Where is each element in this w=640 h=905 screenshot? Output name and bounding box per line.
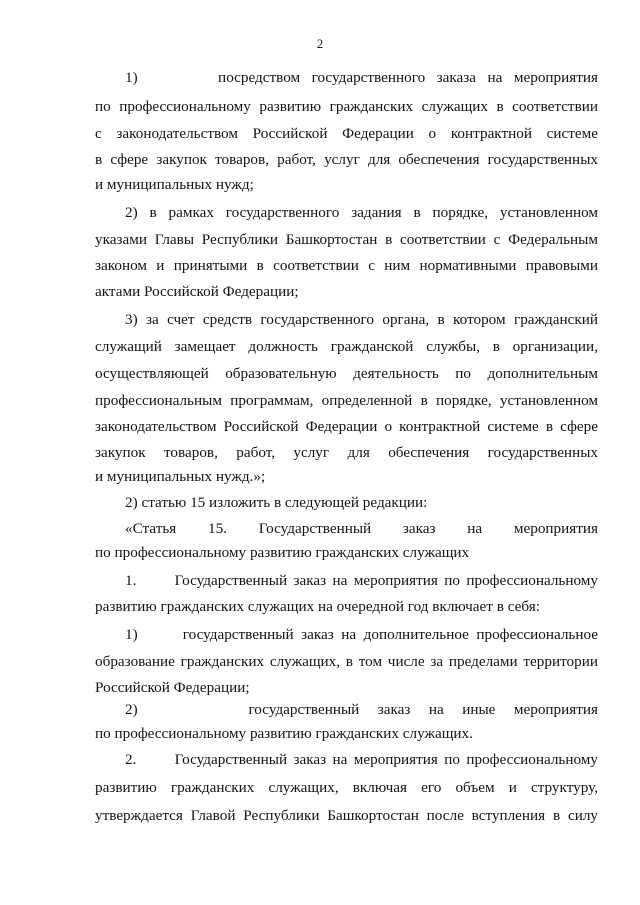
text-line: развитию гражданских служащих на очередной год включает в себя: bbox=[95, 598, 540, 615]
text-line: 1. Государственный заказ на мероприятия по профессиональному bbox=[125, 572, 598, 589]
text-line: профессиональным программам, определенной в порядке, установленном bbox=[95, 392, 598, 409]
text-line: 1) государственный заказ на дополнительное профессиональное bbox=[125, 626, 598, 643]
text-line: по профессиональному развитию гражданских служащих. bbox=[95, 725, 473, 742]
text-line: развитию гражданских служащих, включая его объем и структуру, bbox=[95, 779, 598, 796]
text-line: утверждается Главой Республики Башкортостан после вступления в силу bbox=[95, 807, 598, 824]
page-number: 2 bbox=[316, 36, 324, 51]
text-line: актами Российской Федерации; bbox=[95, 283, 299, 300]
text-line: 1) посредством государственного заказа на мероприятия bbox=[125, 69, 598, 86]
text-line: и муниципальных нужд.»; bbox=[95, 468, 266, 485]
text-line: законом и принятыми в соответствии с ним нормативными правовыми bbox=[95, 257, 598, 274]
text-line: и муниципальных нужд; bbox=[95, 176, 254, 193]
text-line: образование гражданских служащих, в том числе за пределами территории bbox=[95, 653, 598, 670]
text-line: 2) государственный заказ на иные мероприятия bbox=[125, 701, 598, 718]
text-line: 2) в рамках государственного задания в порядке, установленном bbox=[125, 204, 598, 221]
text-line: осуществляющей образовательную деятельность по дополнительным bbox=[95, 365, 598, 382]
text-line: 2. Государственный заказ на мероприятия по профессиональному bbox=[125, 751, 598, 768]
text-line: по профессиональному развитию гражданских служащих bbox=[95, 544, 470, 561]
text-line: с законодательством Российской Федерации о контрактной системе bbox=[95, 125, 598, 142]
text-line: 3) за счет средств государственного органа, в котором гражданский bbox=[125, 311, 598, 328]
text-line: по профессиональному развитию гражданских служащих в соответствии bbox=[95, 98, 598, 115]
text-line: Российской Федерации; bbox=[95, 679, 250, 696]
text-line: законодательством Российской Федерации о контрактной системе в сфере bbox=[95, 418, 598, 435]
text-line: в сфере закупок товаров, работ, услуг для обеспечения государственных bbox=[95, 151, 598, 168]
text-line: указами Главы Республики Башкортостан в соответствии с Федеральным bbox=[95, 231, 598, 248]
text-line: 2) статью 15 изложить в следующей редакции: bbox=[125, 494, 428, 511]
text-line: «Статья 15. Государственный заказ на мероприятия bbox=[125, 520, 598, 537]
text-line: закупок товаров, работ, услуг для обеспечения государственных bbox=[95, 444, 598, 461]
text-line: служащий замещает должность гражданской службы, в организации, bbox=[95, 338, 598, 355]
